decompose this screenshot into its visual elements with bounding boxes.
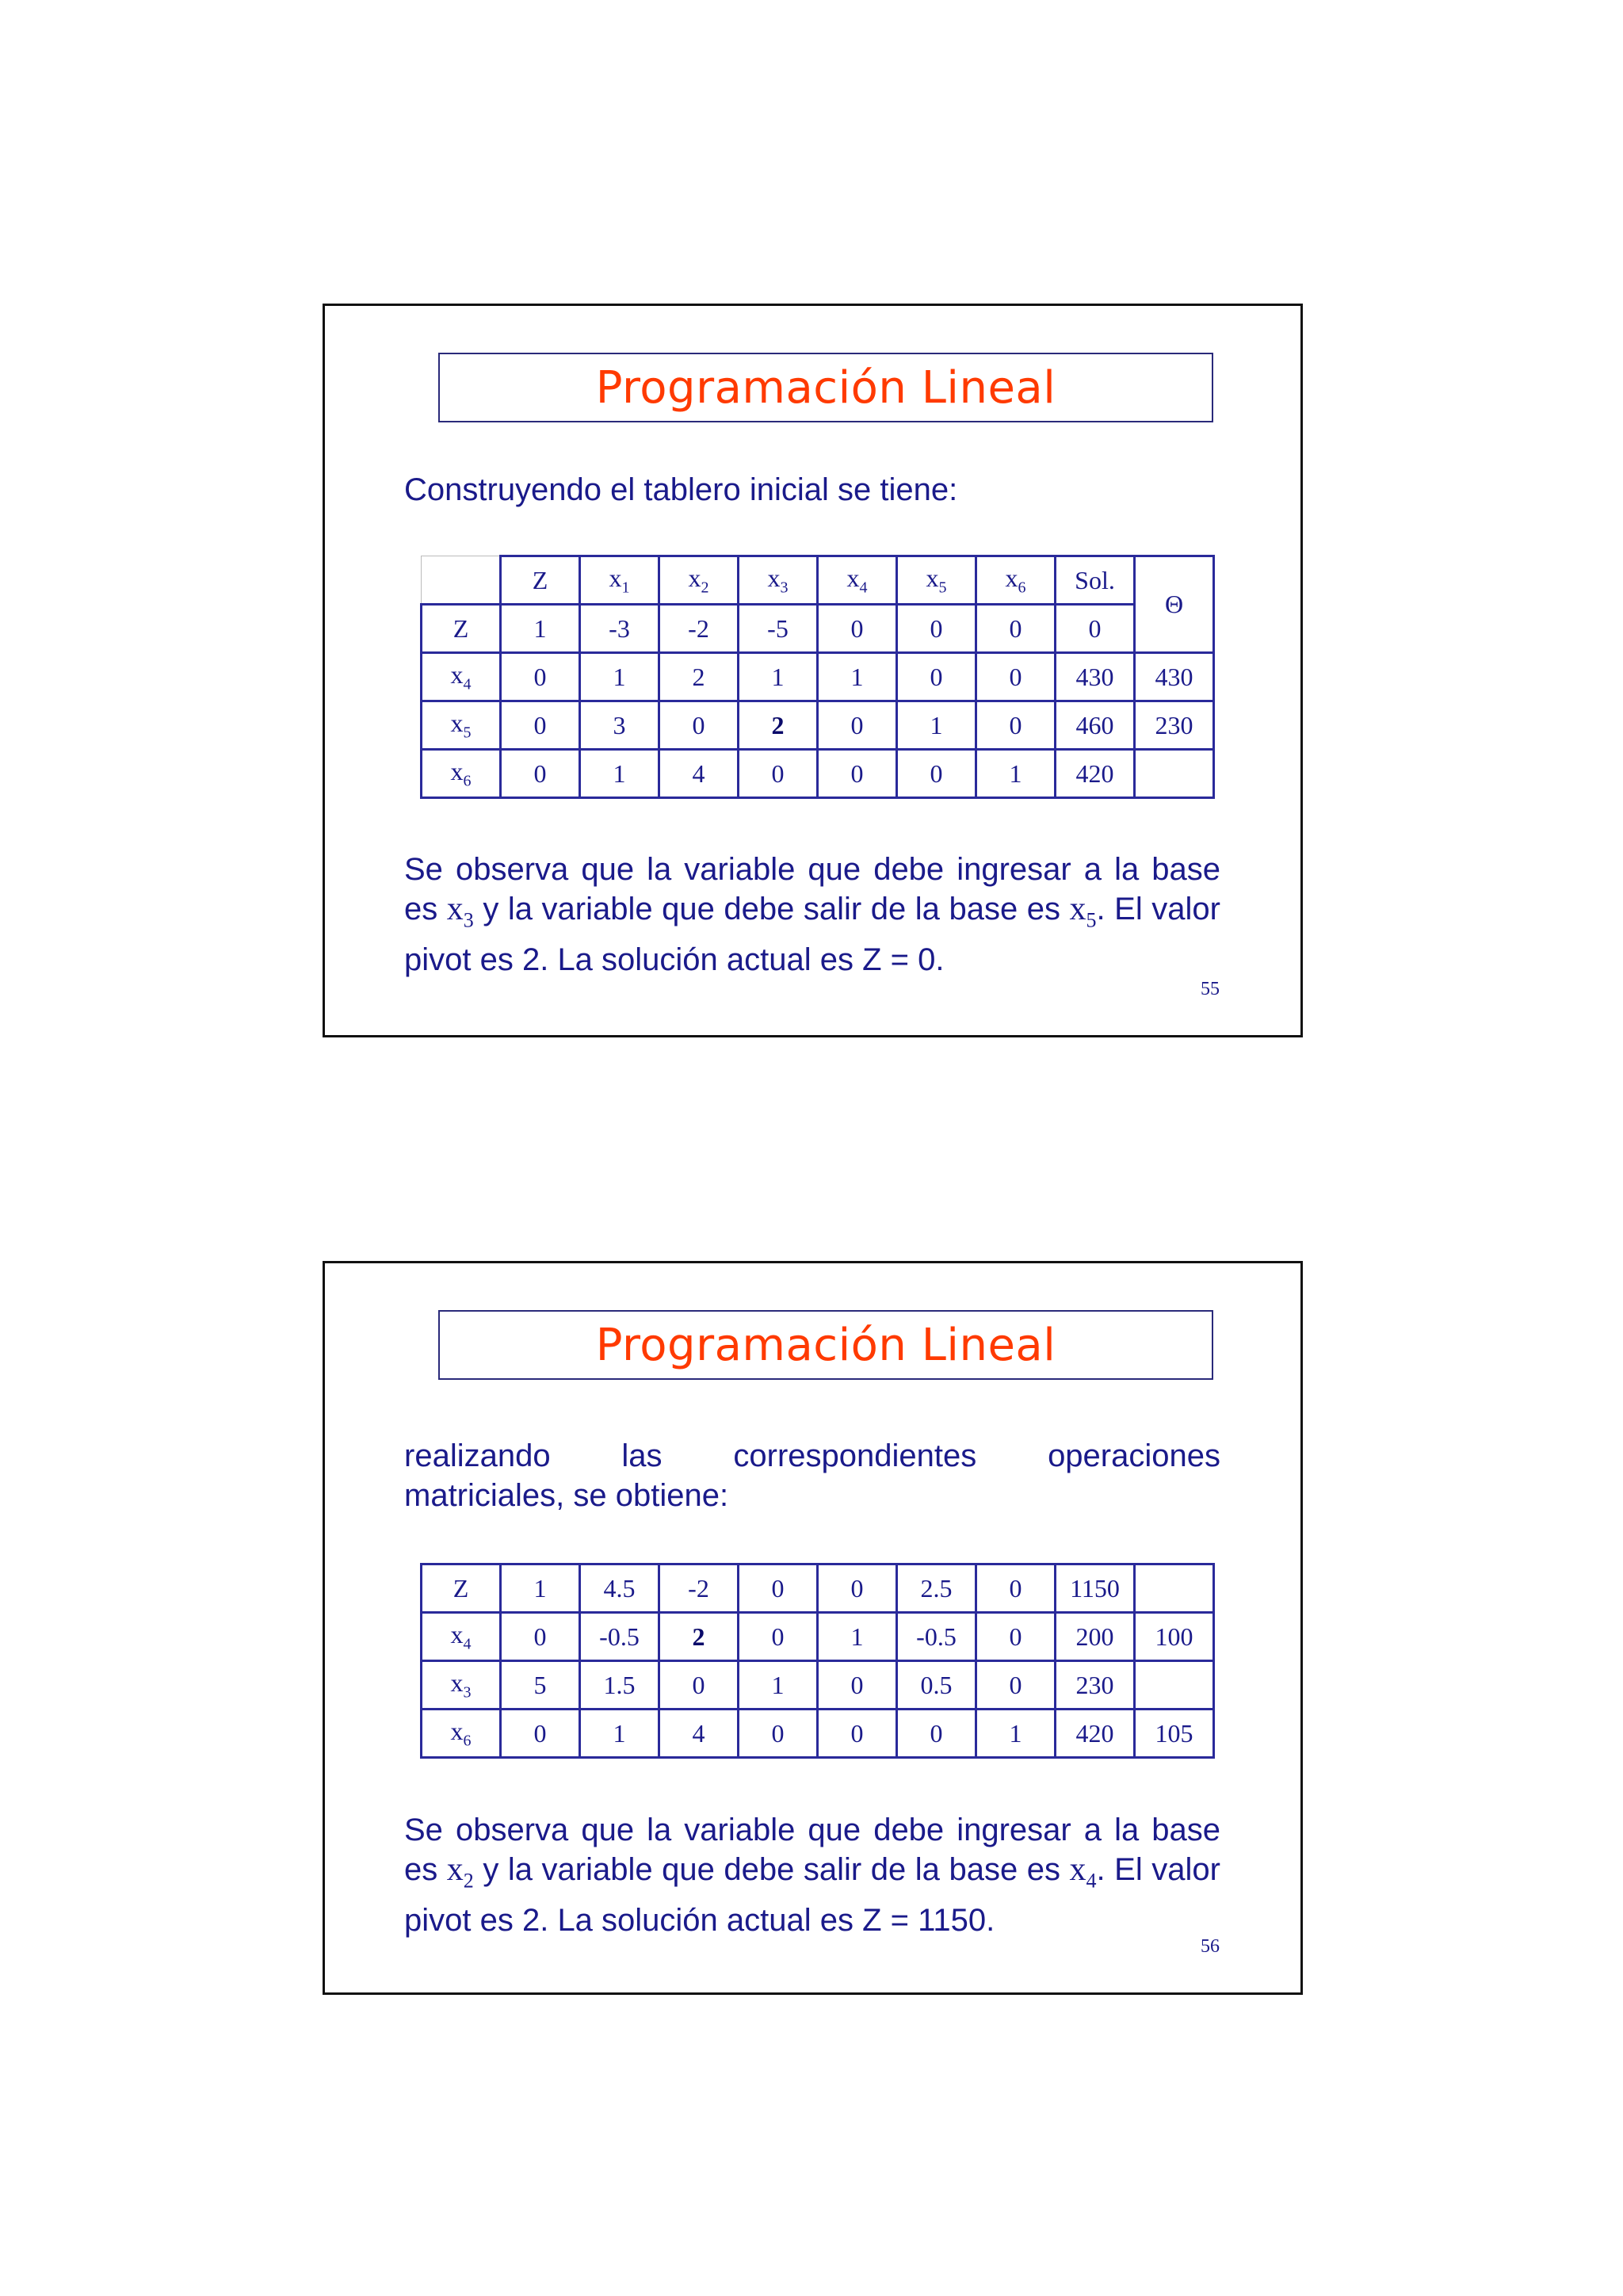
entering-variable-letter: x [446, 891, 464, 927]
row-label: Z [422, 1564, 501, 1613]
intro-word: realizando [404, 1438, 551, 1473]
table-cell: 0 [897, 653, 976, 701]
leaving-variable-letter: x [1069, 1851, 1086, 1888]
header-cell: Z [501, 556, 580, 605]
table-cell: 0 [976, 1564, 1056, 1613]
slide-title: Programación Lineal [595, 361, 1056, 414]
table-row [422, 1710, 1214, 1758]
table-cell: 1 [976, 1710, 1056, 1758]
title-box [438, 1310, 1213, 1380]
observation-line-1: Se observa que la variable que debe ingresar a la base [404, 852, 1220, 887]
table-cell: 1 [739, 653, 818, 701]
leaving-variable [1069, 1851, 1097, 1893]
row-label: $x_4$ [422, 653, 501, 701]
table-cell: 0.5 [897, 1661, 976, 1710]
table-cell: 3 [580, 701, 659, 750]
table-row [422, 1564, 1214, 1613]
observation-end: . El [1096, 1852, 1143, 1887]
table-cell: 0 [976, 1613, 1056, 1661]
header-cell: Sol. [1056, 556, 1135, 605]
entering-variable-sub: 3 [463, 908, 474, 932]
table-cell: 0 [818, 750, 897, 798]
title-box [438, 353, 1213, 422]
table-cell: 1 [580, 653, 659, 701]
simplex-tableau-initial [420, 555, 1215, 799]
page-number: 56 [1201, 1936, 1220, 1957]
table-cell: 0 [818, 1710, 897, 1758]
table-cell: 0 [976, 653, 1056, 701]
row-label: $x_3$ [422, 1661, 501, 1710]
observation-mid: y la variable que debe salir de la base es [483, 1852, 1060, 1887]
table-cell: 0 [501, 653, 580, 701]
entering-variable-letter: x [446, 1851, 464, 1888]
row-label: $x_6$ [422, 1710, 501, 1758]
table-row [422, 653, 1214, 701]
header-cell: $x_2$ [659, 556, 739, 605]
observation-end: . El [1096, 892, 1143, 926]
table-row [422, 605, 1214, 653]
table-cell: -2 [659, 605, 739, 653]
table-row [422, 1613, 1214, 1661]
simplex-tableau-iteration [420, 1563, 1215, 1759]
table-cell: 0 [818, 605, 897, 653]
header-cell-empty [422, 556, 501, 605]
intro-line-2: matriciales, se obtiene: [404, 1478, 729, 1513]
leaving-variable [1069, 891, 1097, 932]
table-cell: 0 [739, 750, 818, 798]
header-cell: $x_5$ [897, 556, 976, 605]
table-cell: 0 [501, 750, 580, 798]
table-cell: 1 [739, 1661, 818, 1710]
table-cell: 0 [659, 701, 739, 750]
slide-55 [323, 304, 1303, 1037]
table-cell: 0 [501, 1710, 580, 1758]
table-cell: 0 [818, 701, 897, 750]
theta-cell [1135, 750, 1214, 798]
table-cell: 1 [976, 750, 1056, 798]
intro-word: operaciones [1048, 1438, 1220, 1473]
intro-line-1 [404, 1436, 1220, 1476]
theta-cell: 230 [1135, 701, 1214, 750]
leaving-variable-letter: x [1069, 891, 1086, 927]
table-cell: 1 [580, 1710, 659, 1758]
table-cell: 420 [1056, 750, 1135, 798]
row-label: $x_4$ [422, 1613, 501, 1661]
row-label: $x_5$ [422, 701, 501, 750]
observation-text [404, 1810, 1220, 1940]
table-cell: 200 [1056, 1613, 1135, 1661]
observation-line-3: valor pivot es 2. La solución actual es Z = 0. [404, 892, 1220, 978]
leaving-variable-sub: 5 [1086, 908, 1097, 932]
theta-cell [1135, 1661, 1214, 1710]
header-cell: $x_1$ [580, 556, 659, 605]
table-cell: 5 [501, 1661, 580, 1710]
theta-cell: 100 [1135, 1613, 1214, 1661]
table-cell: 1 [580, 750, 659, 798]
table-cell: 0 [897, 1710, 976, 1758]
table-cell: 0 [501, 1613, 580, 1661]
table-cell: 4 [659, 1710, 739, 1758]
table-cell: 0 [976, 605, 1056, 653]
page-number: 55 [1201, 979, 1220, 999]
header-cell: $x_3$ [739, 556, 818, 605]
entering-variable-sub: 2 [463, 1869, 474, 1893]
table-cell: 0 [501, 701, 580, 750]
theta-cell [1135, 1564, 1214, 1613]
table-cell: 0 [897, 750, 976, 798]
table-cell: 1 [897, 701, 976, 750]
table-cell: 1150 [1056, 1564, 1135, 1613]
table-cell: 1 [501, 605, 580, 653]
entering-variable [446, 1851, 474, 1893]
header-cell: $x_4$ [818, 556, 897, 605]
table-cell: 2.5 [897, 1564, 976, 1613]
table-cell: 0 [818, 1564, 897, 1613]
pivot-cell: 2 [739, 701, 818, 750]
table-cell: 0 [659, 1661, 739, 1710]
observation-text [404, 850, 1220, 980]
pivot-cell: 2 [659, 1613, 739, 1661]
table-cell: 4.5 [580, 1564, 659, 1613]
row-label: Z [422, 605, 501, 653]
table-cell: 0 [897, 605, 976, 653]
table-row [422, 750, 1214, 798]
table-header-row [422, 556, 1214, 605]
slide-56 [323, 1261, 1303, 1995]
theta-cell: 430 [1135, 653, 1214, 701]
intro-word: las [621, 1438, 663, 1473]
table-cell: 1.5 [580, 1661, 659, 1710]
table-cell: 430 [1056, 653, 1135, 701]
header-cell: $x_6$ [976, 556, 1056, 605]
table-row [422, 1661, 1214, 1710]
observation-mid: y la variable que debe salir de la base es [483, 892, 1060, 926]
table-cell: 420 [1056, 1710, 1135, 1758]
intro-word: correspondientes [733, 1438, 977, 1473]
table-cell: 4 [659, 750, 739, 798]
table-cell: 1 [818, 1613, 897, 1661]
table-cell: 2 [659, 653, 739, 701]
table-cell: 0 [976, 701, 1056, 750]
entering-variable [446, 891, 474, 932]
table-cell: 1 [818, 653, 897, 701]
theta-header-cell: Θ [1135, 556, 1214, 653]
row-label: $x_6$ [422, 750, 501, 798]
table-cell: 460 [1056, 701, 1135, 750]
table-cell: 230 [1056, 1661, 1135, 1710]
table-cell: -0.5 [897, 1613, 976, 1661]
table-cell: 0 [1056, 605, 1135, 653]
observation-line-1: Se observa que la variable que debe ingresar a la base [404, 1813, 1220, 1847]
intro-text: Construyendo el tablero inicial se tiene: [404, 472, 958, 507]
table-cell: -2 [659, 1564, 739, 1613]
observation-es: es [404, 1852, 438, 1887]
table-cell: -0.5 [580, 1613, 659, 1661]
observation-line-3: valor pivot es 2. La solución actual es Z = 1150. [404, 1852, 1220, 1939]
table-row [422, 701, 1214, 750]
table-cell: 0 [739, 1564, 818, 1613]
table-cell: 0 [739, 1613, 818, 1661]
intro-text [404, 1436, 1220, 1515]
leaving-variable-sub: 4 [1086, 1869, 1097, 1893]
theta-cell: 105 [1135, 1710, 1214, 1758]
table-cell: 0 [739, 1710, 818, 1758]
table-cell: -3 [580, 605, 659, 653]
table-cell: 0 [818, 1661, 897, 1710]
observation-es: es [404, 892, 438, 926]
table-cell: 1 [501, 1564, 580, 1613]
slide-title: Programación Lineal [595, 1319, 1056, 1371]
table-cell: -5 [739, 605, 818, 653]
table-cell: 0 [976, 1661, 1056, 1710]
